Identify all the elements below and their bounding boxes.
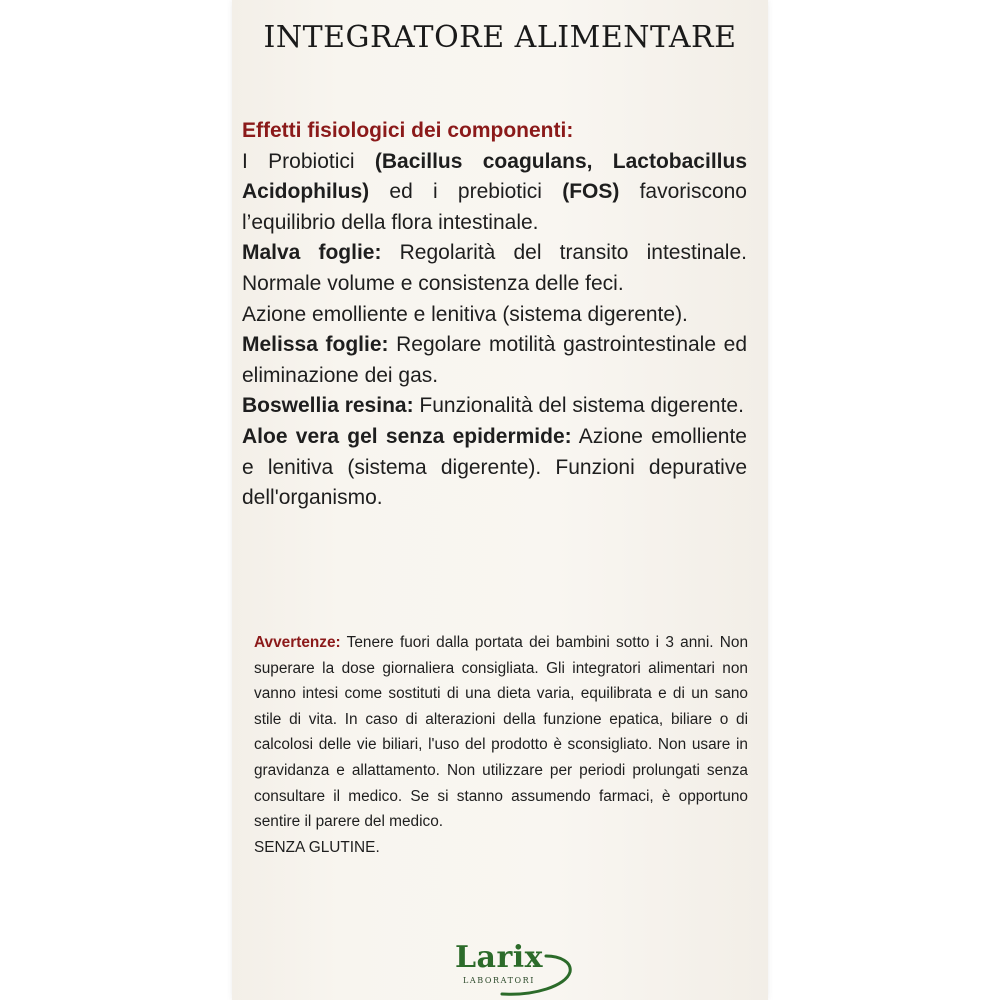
malva-paragraph-2	[242, 300, 747, 331]
probiotics-text-1: I Probiotici	[242, 149, 375, 173]
malva-paragraph	[242, 238, 747, 299]
malva-text-2: Azione emolliente e lenitiva (sistema digerente).	[242, 302, 688, 326]
gluten-free-note: SENZA GLUTINE.	[254, 838, 380, 856]
warnings-title: Avvertenze:	[254, 634, 341, 651]
melissa-text: Regolare motilità gastrointestinale ed eliminazione dei gas.	[242, 333, 747, 387]
warnings-section	[254, 630, 748, 860]
larix-logo	[444, 938, 584, 998]
probiotics-strains: (Bacillus coagulans, Lactobacillus Acidophilus)	[242, 149, 747, 204]
melissa-label: Melissa foglie:	[242, 333, 389, 357]
melissa-paragraph	[242, 330, 747, 391]
probiotics-text-3: favoriscono l’equilibrio della flora intestinale.	[242, 180, 747, 234]
logo-name: Larix	[454, 940, 544, 975]
logo-subtitle: LABORATORI	[462, 976, 536, 985]
aloe-text: Azione emolliente e lenitiva (sistema digerente). Funzioni depurative dell'organismo.	[242, 424, 747, 510]
effects-title: Effetti fisiologici dei componenti:	[242, 119, 574, 142]
effects-section	[242, 116, 747, 514]
label-heading: INTEGRATORE ALIMENTARE	[263, 20, 737, 55]
prebiotics-fos: (FOS)	[562, 180, 620, 204]
probiotics-text-2: ed i prebiotici	[369, 180, 563, 204]
product-label	[232, 0, 768, 1000]
probiotics-paragraph	[242, 147, 747, 239]
boswellia-label: Boswellia resina:	[242, 394, 414, 418]
malva-label: Malva foglie:	[242, 241, 382, 265]
boswellia-text: Funzionalità del sistema digerente.	[413, 394, 744, 418]
aloe-paragraph	[242, 422, 747, 514]
malva-text: Regolarità del transito intestinale. Normale volume e consistenza delle feci.	[242, 241, 747, 295]
aloe-label: Aloe vera gel senza epidermide:	[242, 424, 572, 448]
boswellia-paragraph	[242, 391, 747, 422]
warnings-text: Tenere fuori dalla portata dei bambini sotto i 3 anni. Non superare la dose giornaliera consigliata. Gli integratori alimentari non vanno intesi come sostituti di una dieta varia, equilibrata e di un sano stile di vita. In caso di alterazioni della funzione epatica, biliare o di calcolosi delle vie biliari, l'uso del prodotto è sconsigliato. Non usare in gravidanza e allattamento. Non utilizzare per periodi prolungati senza consultare il medico. Se si stanno assumendo farmaci, è opportuno sentire il parere del medico.	[254, 634, 748, 831]
